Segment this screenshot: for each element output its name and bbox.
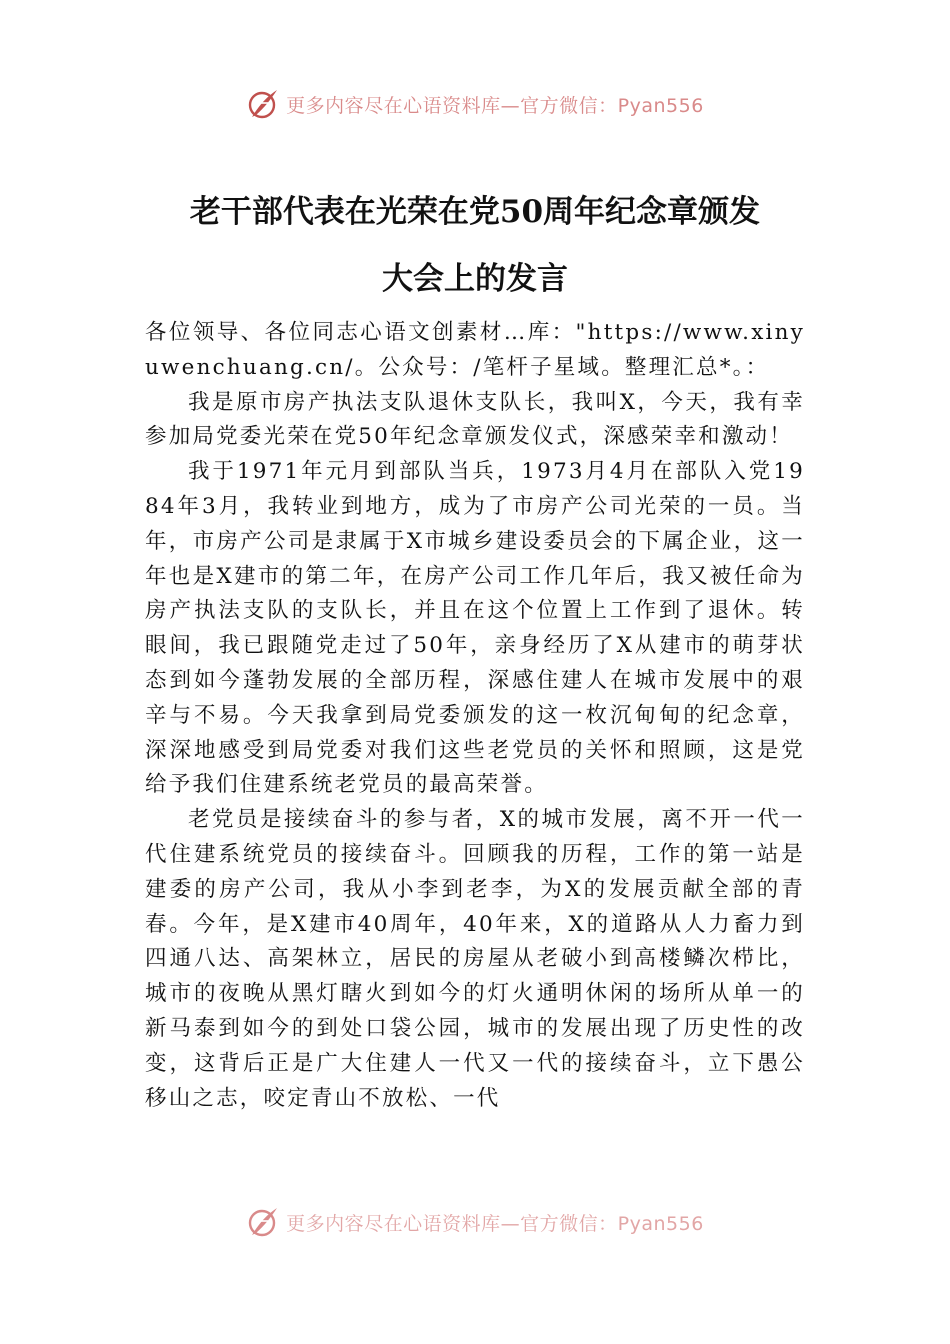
- document-title-line-2: 大会上的发言: [382, 261, 568, 297]
- document-body: [145, 316, 805, 1116]
- paragraph-salutation: 各位领导、各位同志心语文创素材…库："https://www.xinyuwenchuang.cn/。公众号：/笔杆子星域。整理汇总*。：: [145, 320, 805, 380]
- document-title-line-1: 老干部代表在光荣在党50周年纪念章颁发: [189, 194, 761, 230]
- header-watermark: [0, 84, 950, 124]
- footer-watermark: [0, 1202, 950, 1242]
- paragraph-introduction: 我是原市房产执法支队退休支队长，我叫X，今天，我有幸参加局党委光荣在党50年纪念章颁发仪式，深感荣幸和激动！: [145, 389, 805, 450]
- paragraph-career-history: 我于1971年元月到部队当兵，1973月4月在部队入党1984年3月，我转业到地方，成为了市房产公司光荣的一员。当年，市房产公司是隶属于X市城乡建设委员会的下属企业，这一年也是X建市的第二年，在房产公司工作几年后，我又被任命为房产执法支队的支队长，并且在这个位置上工作到了退休。转眼间，我已跟随党走过了50年，亲身经历了X从建市的萌芽状态到如今蓬勃发展的全部历程，深感住建人在城市发展中的艰辛与不易。今天我拿到局党委颁发的这一枚沉甸甸的纪念章，深深地感受到局党委对我们这些老党员的关怀和照顾，这是党给予我们住建系统老党员的最高荣誉。: [145, 459, 805, 798]
- quill-logo-icon: [246, 87, 280, 121]
- watermark-text: 更多内容尽在心语资料库—官方微信：Pyan556: [286, 94, 704, 117]
- quill-logo-icon: [246, 1205, 280, 1239]
- paragraph-city-development: 老党员是接续奋斗的参与者，X的城市发展，离不开一代一代住建系统党员的接续奋斗。回顾我的历程，工作的第一站是建委的房产公司，我从小李到老李，为X的发展贡献全部的青春。今年，是X建市40周年，40年来，X的道路从人力畜力到四通八达、高架林立，居民的房屋从老破小到高楼鳞次栉比，城市的夜晚从黑灯瞎火到如今的灯火通明休闲的场所从单一的新马泰到如今的到处口袋公园，城市的发展出现了历史性的改变，这背后正是广大住建人一代又一代的接续奋斗，立下愚公移山之志，咬定青山不放松、一代: [145, 807, 805, 1111]
- body-viewport: [0, 316, 950, 1216]
- watermark-text: 更多内容尽在心语资料库—官方微信：Pyan556: [286, 1212, 704, 1235]
